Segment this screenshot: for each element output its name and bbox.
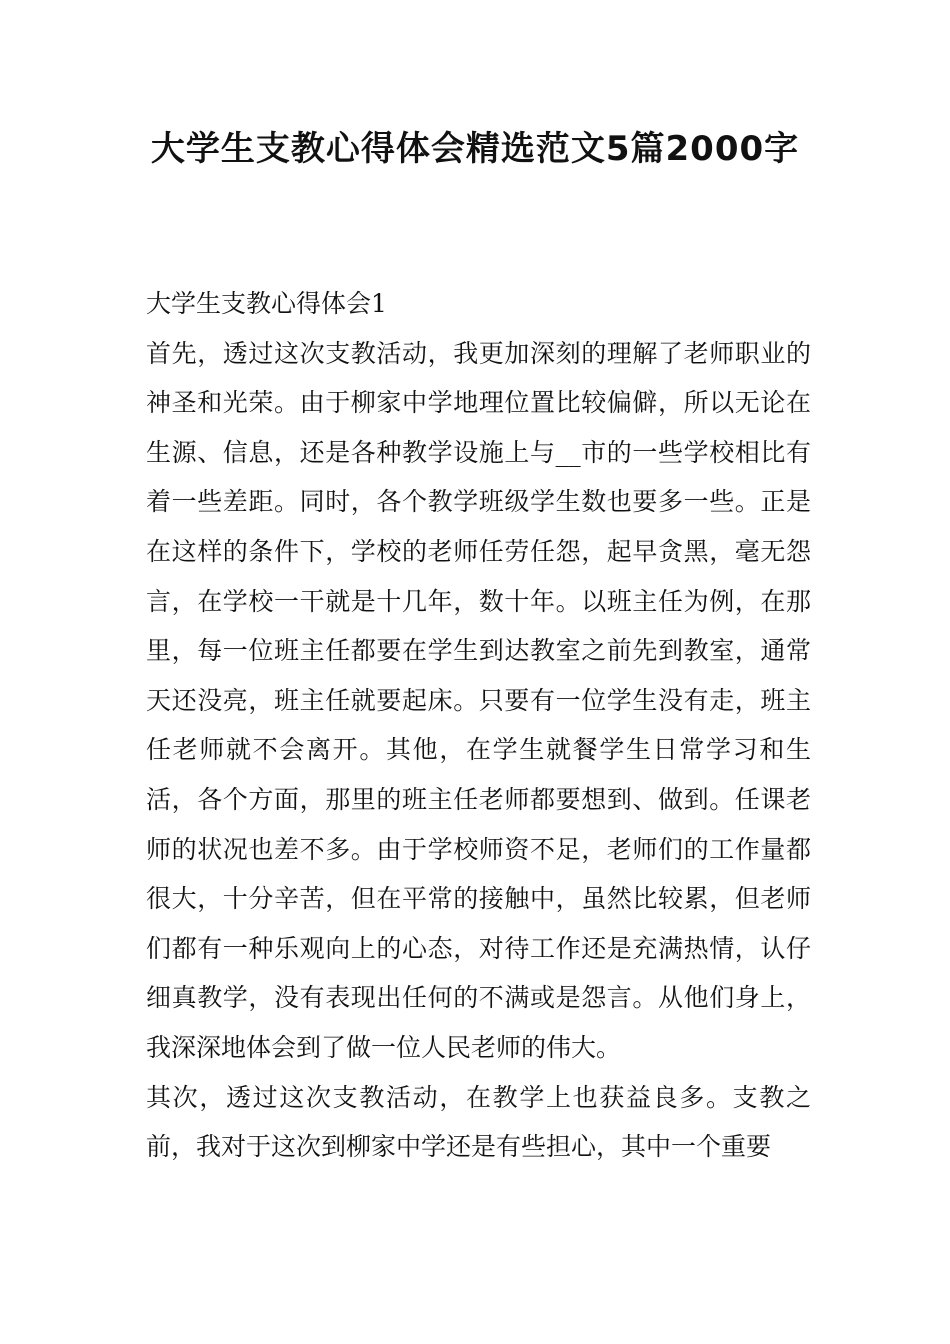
paragraph-1: 首先，透过这次支教活动，我更加深刻的理解了老师职业的神圣和光荣。由于柳家中学地理位置比较偏僻，所以无论在生源、信息，还是各种教学设施上与__市的一些学校相比有着一些差距。同时，各个教学班级学生数也要多一些。正是在这样的条件下，学校的老师任劳任怨，起早贪黑，毫无怨言，在学校一干就是十几年，数十年。以班主任为例，在那里，每一位班主任都要在学生到达教室之前先到教室，通常天还没亮，班主任就要起床。只要有一位学生没有走，班主任老师就不会离开。其他，在学生就餐学生日常学习和生活，各个方面，那里的班主任老师都要想到、做到。任课老师的状况也差不多。由于学校师资不足，老师们的工作量都很大，十分辛苦，但在平常的接触中，虽然比较累，但老师们都有一种乐观向上的心态，对待工作还是充满热情，认仔细真教学，没有表现出任何的不满或是怨言。从他们身上，我深深地体会到了做一位人民老师的伟大。	[146, 338, 811, 1062]
document-body	[146, 279, 811, 1172]
section-heading: 大学生支教心得体会1	[146, 289, 387, 318]
paragraph-2: 其次，透过这次支教活动，在教学上也获益良多。支教之前，我对于这次到柳家中学还是有些担心，其中一个重要	[146, 1082, 811, 1162]
document-title: 大学生支教心得体会精选范文5篇2000字	[150, 129, 800, 169]
